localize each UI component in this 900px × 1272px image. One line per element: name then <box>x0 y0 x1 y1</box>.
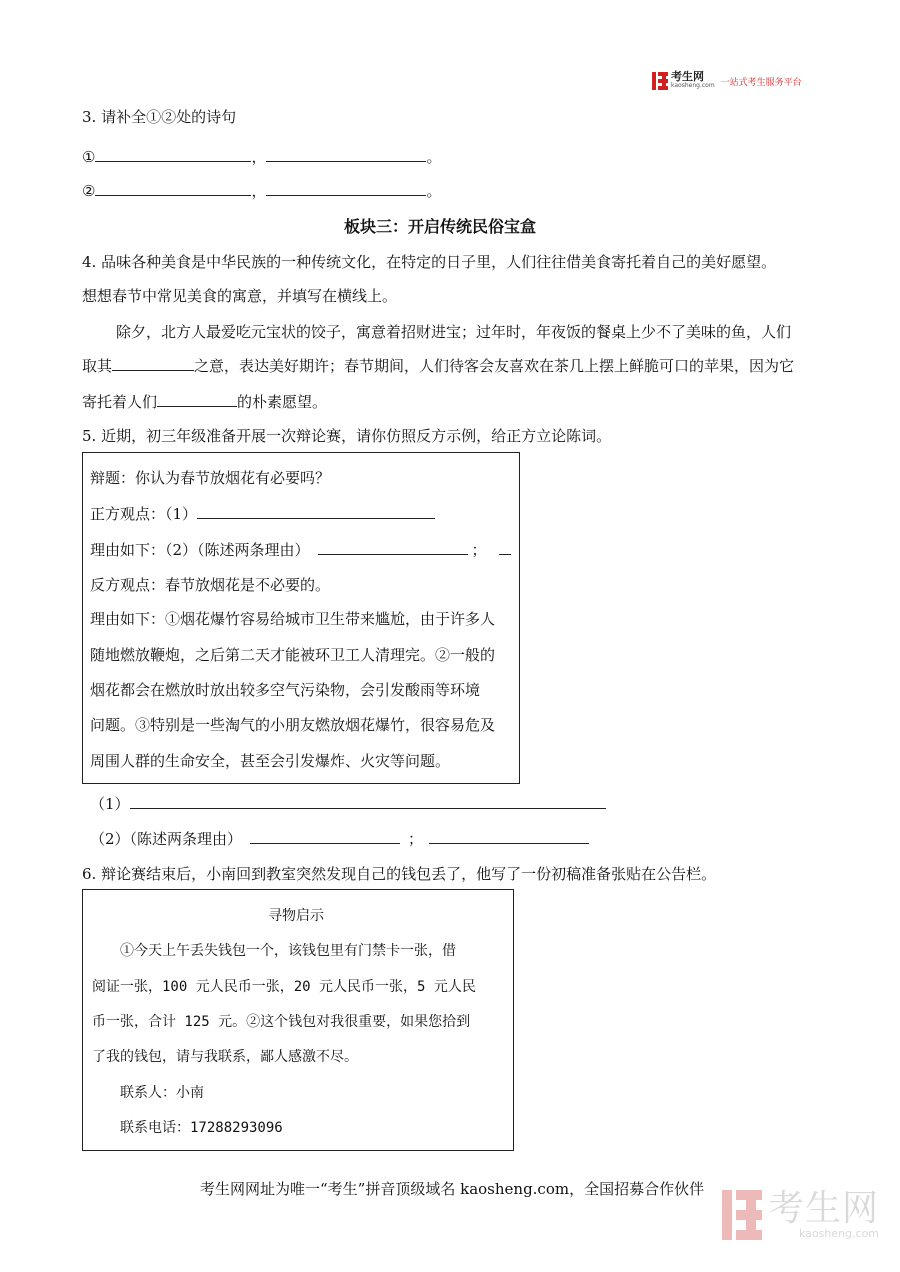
q3-end: 。 <box>426 148 442 166</box>
q3-blank-2b[interactable] <box>266 181 426 196</box>
q5-answer-2-blank-1[interactable] <box>250 829 400 844</box>
q4-line-1: 4. 品味各种美食是中华民族的一种传统文化，在特定的日子里，人们往往借美食寄托着自己的美好愿望。 <box>82 253 777 271</box>
q3-row1-label: ① <box>82 148 96 166</box>
notice-line: 了我的钱包，请与我联系，鄙人感激不尽。 <box>92 1049 358 1065</box>
con-reason-line: 理由如下：①烟花爆竹容易给城市卫生带来尴尬，由于许多人 <box>90 610 496 628</box>
section-title: 板块三：开启传统民俗宝盒 <box>344 217 537 236</box>
q5-answer-1 <box>90 793 606 814</box>
notice-line: ①今天上午丢失钱包一个，该钱包里有门禁卡一张，借 <box>120 943 456 959</box>
q3-blank-1b[interactable] <box>266 147 426 162</box>
q3-row2-label: ② <box>82 182 96 200</box>
q5-answer-2-label: （2）（陈述两条理由） <box>90 830 243 848</box>
q4-blank-1[interactable] <box>112 356 194 371</box>
q4-paragraph-1: 除夕，北方人最爱吃元宝状的饺子，寓意着招财进宝；过年时，年夜饭的餐桌上少不了美味的鱼，人们 <box>116 323 792 341</box>
logo-name: 考生网 <box>671 70 704 83</box>
notice-line: 币一张，合计 125 元。②这个钱包对我很重要，如果您拾到 <box>92 1014 471 1030</box>
q5-prompt: 5. 近期，初三年级准备开展一次辩论赛，请你仿照反方示例，给正方立论陈词。 <box>82 427 612 445</box>
pro-reason-blank-2[interactable] <box>499 540 511 555</box>
q5-answer-1-blank[interactable] <box>130 794 606 809</box>
footer-text: 考生网网址为唯一“考生”拼音顶级域名 kaosheng.com，全国招募合作伙伴 <box>200 1180 705 1198</box>
logo-slogan: 一站式考生服务平台 <box>720 77 802 88</box>
q3-blank-1a[interactable] <box>95 147 251 162</box>
q4-paragraph-2 <box>82 355 794 376</box>
q3-prompt: 3. 请补全①②处的诗句 <box>82 108 237 126</box>
pro-reason-blank-1[interactable] <box>318 540 468 555</box>
q4-line-2: 想想春节中常见美食的寓意，并填写在横线上。 <box>82 287 398 305</box>
pro-reason-label: 理由如下：（2）（陈述两条理由） <box>90 541 310 559</box>
q4-text: 寄托着人们 <box>82 393 158 411</box>
q4-paragraph-3 <box>82 391 327 412</box>
q3-answer-row-1 <box>82 146 441 167</box>
pro-view-blank[interactable] <box>197 504 435 519</box>
q3-blank-2a[interactable] <box>95 181 251 196</box>
watermark-name: 考生网 <box>768 1187 880 1229</box>
q5-answer-2-blank-2[interactable] <box>429 829 589 844</box>
watermark <box>722 1187 880 1240</box>
kaosheng-watermark-icon <box>722 1190 762 1240</box>
pro-view-label: 正方观点：（1） <box>90 505 198 523</box>
q4-text: 之意，表达美好期许；春节期间，人们待客会友喜欢在茶几上摆上鲜脆可口的苹果，因为它 <box>194 357 795 375</box>
q6-prompt: 6. 辩论赛结束后，小南回到教室突然发现自己的钱包丢了，他写了一份初稿准备张贴在公告栏。 <box>82 865 717 883</box>
con-reason-line: 问题。③特别是一些淘气的小朋友燃放烟花爆竹，很容易危及 <box>90 716 496 734</box>
con-reason-line: 随地燃放鞭炮，之后第二天才能被环卫工人清理完。②一般的 <box>90 646 496 664</box>
notice-contact: 联系人：小南 <box>120 1085 204 1101</box>
notice-title: 寻物启示 <box>268 908 324 924</box>
site-logo <box>652 72 802 90</box>
q4-text: 取其 <box>82 357 113 375</box>
pro-reason-sep: ； <box>471 541 487 559</box>
con-reason-line: 烟花都会在燃放时放出较多空气污染物，会引发酸雨等环境 <box>90 681 481 699</box>
notice-phone: 联系电话：17288293096 <box>120 1120 283 1136</box>
pro-view-line <box>90 503 435 524</box>
logo-url: kaosheng.com <box>671 82 715 89</box>
pro-reason-line <box>90 539 511 560</box>
q5-answer-2-sep: ； <box>408 830 424 848</box>
q5-answer-1-label: （1） <box>90 795 130 813</box>
watermark-url: kaosheng.com <box>798 1226 880 1240</box>
q4-text: 的朴素愿望。 <box>237 393 328 411</box>
q3-sep: ， <box>251 148 267 166</box>
kaosheng-logo-icon <box>652 72 668 90</box>
q4-blank-2[interactable] <box>157 392 237 407</box>
q3-answer-row-2 <box>82 180 441 201</box>
q3-sep: ， <box>251 182 267 200</box>
debate-topic: 辩题：你认为春节放烟花有必要吗？ <box>90 469 331 487</box>
q3-end: 。 <box>426 182 442 200</box>
notice-line: 阅证一张，100 元人民币一张，20 元人民币一张，5 元人民 <box>92 979 476 995</box>
con-reason-line: 周围人群的生命安全，甚至会引发爆炸、火灾等问题。 <box>90 752 451 770</box>
q5-answer-2 <box>90 828 589 849</box>
con-view: 反方观点：春节放烟花是不必要的。 <box>90 576 331 594</box>
